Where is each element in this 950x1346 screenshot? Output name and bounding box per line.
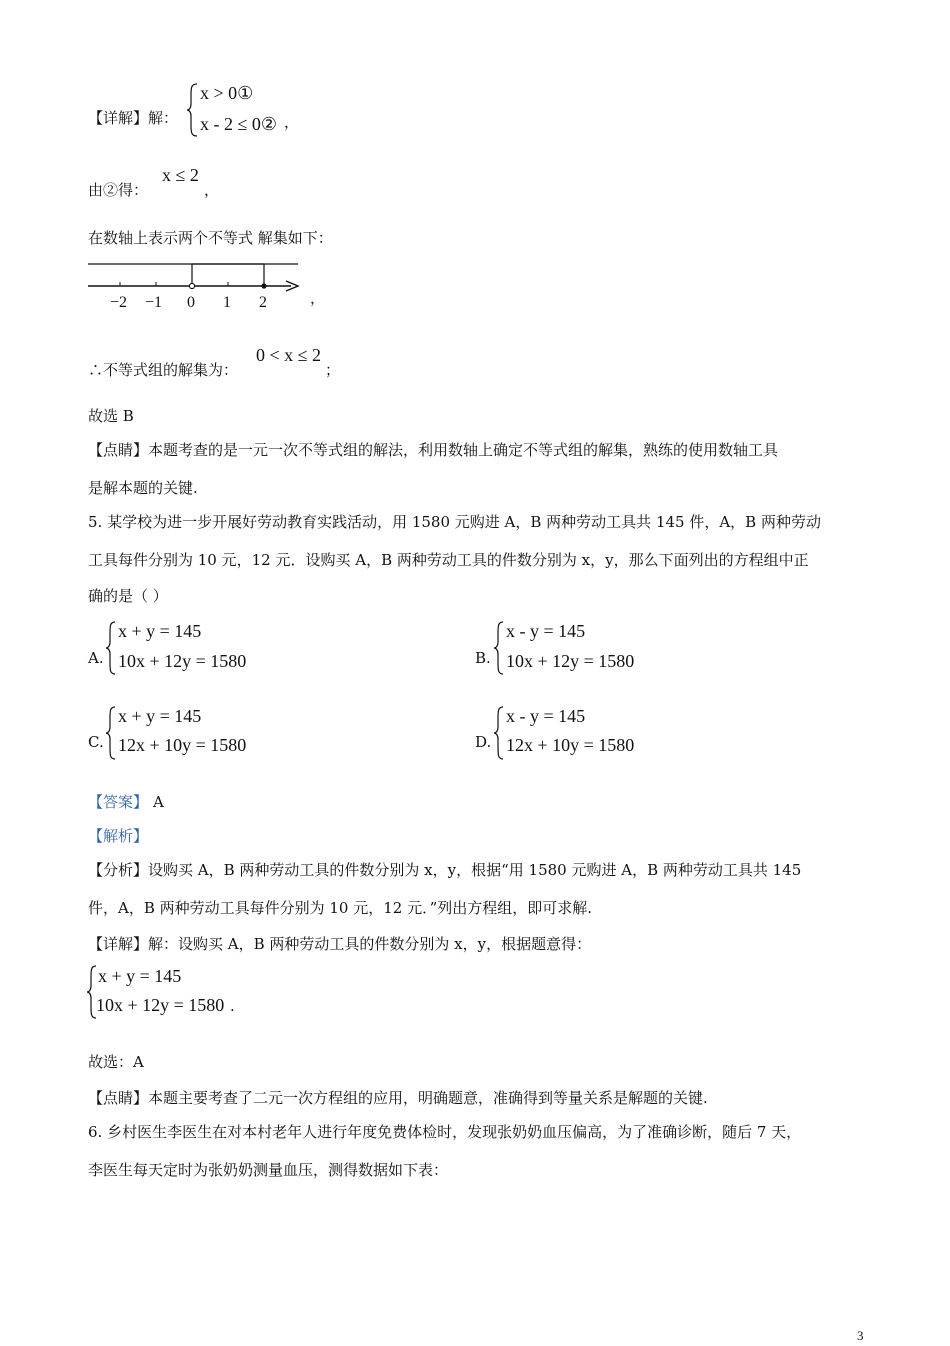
inequality-1: x > 0①: [200, 83, 254, 103]
detail2-trail: .: [230, 997, 235, 1015]
answer-value: A: [153, 793, 164, 811]
tick-label-2: 2: [259, 294, 267, 311]
conclusion-trail: ；: [325, 361, 341, 379]
option-b-eq1: x - y = 145: [506, 621, 586, 641]
numline-trail: ，: [310, 289, 326, 307]
detail-trail: ，: [284, 113, 300, 131]
detail-label: 【详解】解：: [88, 109, 179, 127]
comment2: 【点睛】本题主要考查了二元一次方程组的应用，明确题意，准确得到等量关系是解题的关键.: [88, 1089, 708, 1107]
from2-math: x ≤ 2: [162, 165, 199, 185]
option-b-brace: [493, 620, 505, 676]
option-c-brace: [105, 705, 117, 761]
option-b-eq2: 10x + 12y = 1580: [506, 651, 635, 671]
q5-line1: 5. 某学校为进一步开展好劳动教育实践活动，用 1580 元购进 A，B 两种劳动工具共 145 件，A，B 两种劳动: [88, 513, 821, 531]
option-c-eq2: 12x + 10y = 1580: [118, 735, 247, 755]
tick-label-m1: −1: [145, 294, 163, 311]
option-a-eq1: x + y = 145: [118, 621, 202, 641]
numline-intro: 在数轴上表示两个不等式 解集如下：: [88, 229, 333, 247]
analysis-line1: 【分析】设购买 A，B 两种劳动工具的件数分别为 x，y，根据“用 1580 元购进 A，B 两种劳动工具共 145: [88, 861, 802, 879]
inequality-2: x - 2 ≤ 0②: [200, 114, 278, 134]
page-number: 3: [857, 1328, 864, 1343]
q6-line2: 李医生每天定时为张奶奶测量血压，测得数据如下表：: [88, 1161, 449, 1179]
option-c-label[interactable]: C.: [88, 733, 104, 751]
choose-a: 故选：A: [88, 1053, 144, 1071]
choose-b: 故选 B: [88, 407, 134, 425]
q5-line3: 确的是（ ）: [88, 587, 168, 605]
option-b-label[interactable]: B.: [475, 649, 491, 667]
from2-trail: ，: [204, 181, 220, 199]
open-point-0: [189, 283, 194, 288]
closed-point-2: [261, 283, 266, 288]
system-brace: [186, 82, 200, 138]
option-d-eq2: 12x + 10y = 1580: [506, 735, 635, 755]
conclusion-math: 0 < x ≤ 2: [256, 345, 322, 365]
option-a-label[interactable]: A.: [88, 649, 104, 667]
analysis-label: 【解析】: [88, 827, 149, 845]
option-a-eq2: 10x + 12y = 1580: [118, 651, 247, 671]
detail2-line: 【详解】解：设购买 A，B 两种劳动工具的件数分别为 x，y，根据题意得：: [88, 935, 592, 953]
q6-line1: 6. 乡村医生李医生在对本村老年人进行年度免费体检时，发现张奶奶血压偏高，为了准确诊断，随后 7 天，: [88, 1123, 802, 1141]
option-d-label[interactable]: D.: [475, 733, 492, 751]
analysis-line2: 件，A，B 两种劳动工具每件分别为 10 元，12 元．”列出方程组，即可求解.: [88, 899, 593, 917]
comment1-line1: 【点睛】本题考查的是一元一次不等式组的解法，利用数轴上确定不等式组的解集，熟练的使用数轴工具: [88, 441, 779, 459]
from2-text: 由②得：: [88, 181, 149, 199]
q5-line2: 工具每件分别为 10 元，12 元．设购买 A，B 两种劳动工具的件数分别为 x，y，那么下面列出的方程组中正: [88, 551, 809, 569]
tick-label-0: 0: [187, 294, 195, 311]
option-c-eq1: x + y = 145: [118, 706, 202, 726]
tick-label-m2: −2: [110, 294, 128, 311]
option-d-brace: [493, 705, 505, 761]
answer-label: 【答案】: [88, 793, 149, 811]
option-d-eq1: x - y = 145: [506, 706, 586, 726]
comment1-line2: 是解本题的关键.: [88, 479, 198, 497]
tick-label-1: 1: [223, 294, 231, 311]
detail2-eq1: x + y = 145: [98, 966, 182, 986]
option-a-brace: [105, 620, 117, 676]
conclusion-text: ∴不等式组的解集为：: [88, 361, 239, 379]
detail2-eq2: 10x + 12y = 1580: [96, 995, 225, 1015]
